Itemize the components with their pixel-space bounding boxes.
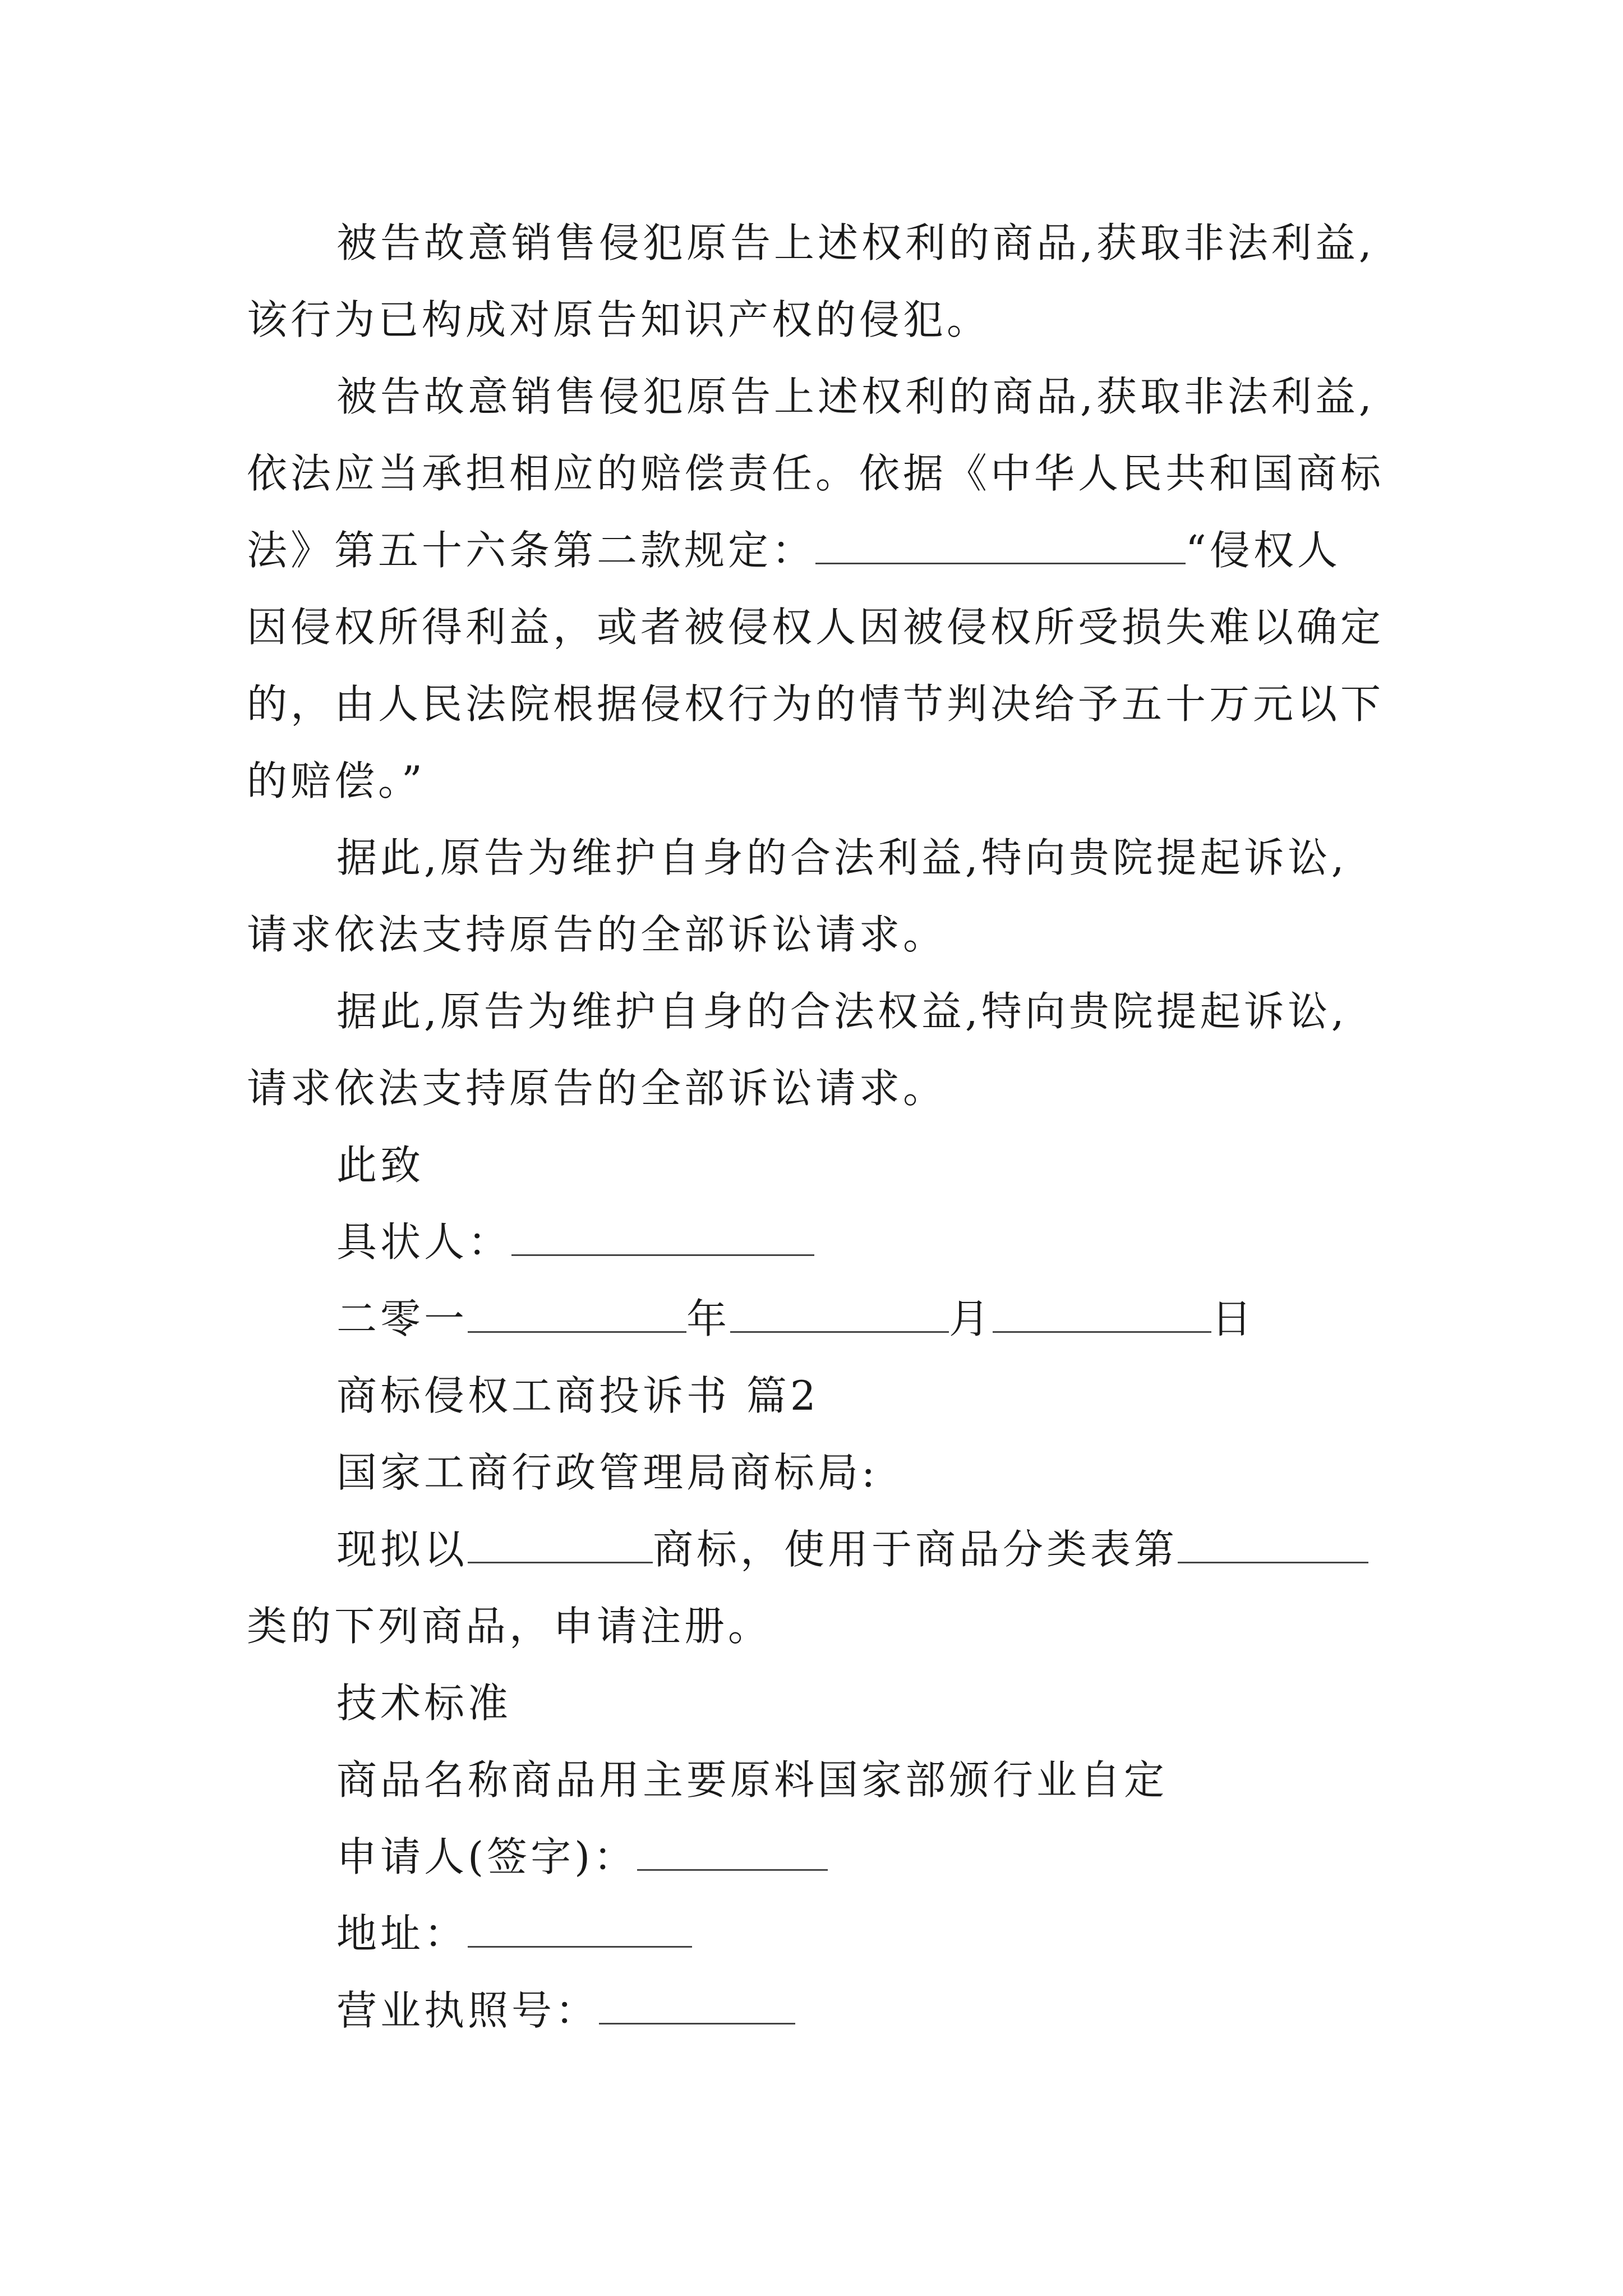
blank-line	[815, 529, 1186, 564]
section-title: 商标侵权工商投诉书 篇2	[336, 1372, 819, 1419]
address-blank	[468, 1912, 692, 1948]
paragraph-2-line-4: 因侵权所得利益，或者被侵权人因被侵权所受损失难以确定	[247, 604, 1385, 651]
date-prefix: 二零一	[336, 1295, 468, 1342]
applicant-blank	[637, 1835, 828, 1871]
plaintiff-line	[336, 1215, 814, 1269]
statute-citation: 法》第五十六条第二款规定：	[247, 527, 816, 574]
applicant-line	[336, 1830, 828, 1884]
business-license-label: 营业执照号：	[336, 1987, 600, 2034]
paragraph-2-line-5: 的，由人民法院根据侵权行为的情节判决给予五十万元以下	[247, 680, 1385, 728]
paragraph-2-line-6: 的赔偿。”	[247, 757, 426, 804]
recipient: 国家工商行政管理局商标局:	[336, 1449, 879, 1496]
date-month-blank	[730, 1297, 949, 1333]
application-line-2: 类的下列商品，申请注册。	[247, 1603, 772, 1650]
application-text-b: 商标，使用于商品分类表第	[653, 1526, 1178, 1573]
date-day-label: 日	[1211, 1295, 1256, 1342]
address-label: 地址：	[336, 1910, 468, 1957]
paragraph-4-line-2: 请求依法支持原告的全部诉讼请求。	[247, 1065, 947, 1112]
paragraph-4-line-1: 据此,原告为维护自身的合法权益,特向贵院提起诉讼,	[336, 988, 1348, 1035]
closing-salutation: 此致	[336, 1142, 425, 1189]
paragraph-1-line-2: 该行为已构成对原告知识产权的侵犯。	[247, 296, 991, 343]
date-day-blank	[993, 1297, 1211, 1333]
address-line	[336, 1907, 692, 1961]
application-text-a: 现拟以	[336, 1526, 468, 1573]
business-license-blank	[599, 1989, 795, 2024]
tech-standard: 技术标准	[336, 1680, 512, 1727]
paragraph-1-line-1: 被告故意销售侵犯原告上述权利的商品,获取非法利益,	[336, 219, 1375, 266]
plaintiff-label: 具状人：	[336, 1218, 512, 1266]
paragraph-3-line-1: 据此,原告为维护自身的合法利益,特向贵院提起诉讼,	[336, 834, 1348, 881]
business-license-line	[336, 1984, 795, 2037]
date-year-blank	[468, 1297, 686, 1333]
trademark-blank	[468, 1528, 653, 1563]
date-month-label: 月	[949, 1295, 993, 1342]
date-year-label: 年	[686, 1295, 731, 1342]
class-number-blank	[1178, 1528, 1368, 1563]
paragraph-2-line-3	[247, 523, 1341, 577]
application-line-1	[336, 1522, 1368, 1576]
quote-start: “侵权人	[1186, 527, 1341, 574]
plaintiff-blank	[511, 1221, 814, 1256]
goods-header-row: 商品名称商品用主要原料国家部颁行业自定	[336, 1756, 1168, 1803]
date-line	[336, 1292, 1255, 1346]
paragraph-2-line-1: 被告故意销售侵犯原告上述权利的商品,获取非法利益,	[336, 373, 1375, 420]
applicant-label: 申请人(签字)：	[336, 1833, 638, 1880]
paragraph-3-line-2: 请求依法支持原告的全部诉讼请求。	[247, 911, 947, 958]
paragraph-2-line-2: 依法应当承担相应的赔偿责任。依据《中华人民共和国商标	[247, 450, 1385, 497]
